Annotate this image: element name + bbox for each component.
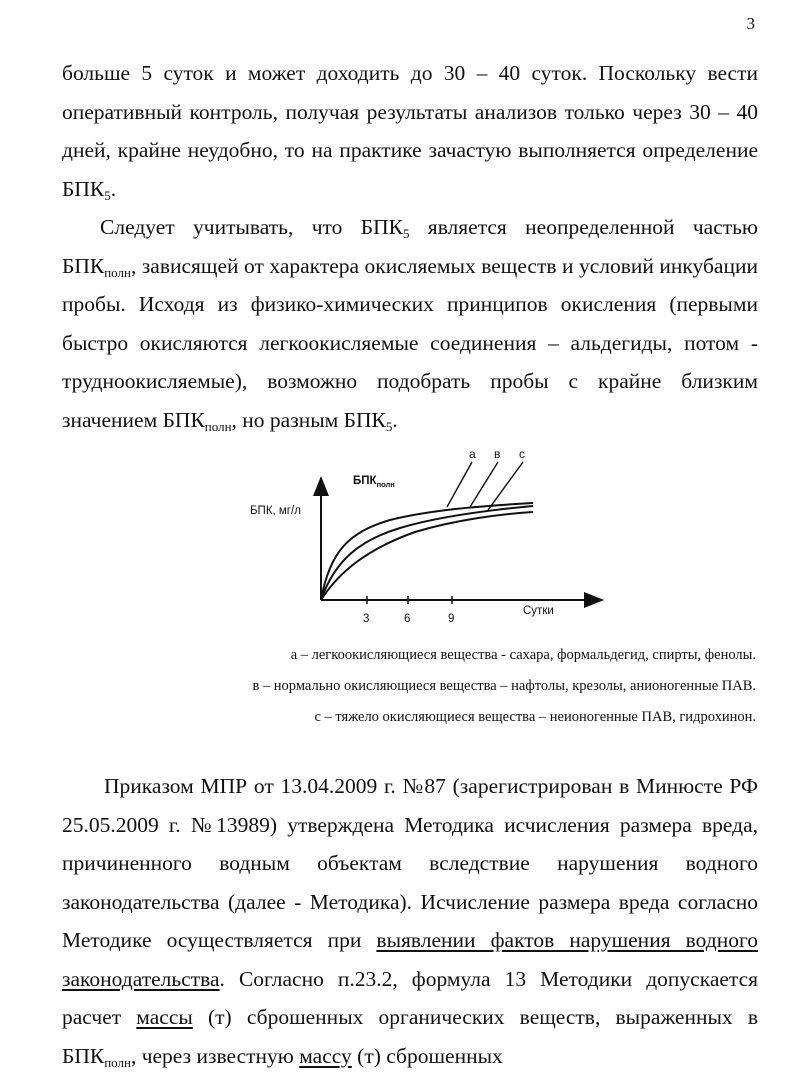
leader-a bbox=[447, 462, 472, 507]
underlined-word-mass-2: массу bbox=[299, 1043, 352, 1068]
bod-chart bbox=[240, 440, 610, 635]
x-axis-label: Сутки bbox=[523, 605, 554, 617]
paragraph-1 bbox=[62, 54, 758, 208]
paragraph-3-text: (т) сброшенных bbox=[351, 1043, 503, 1068]
underlined-word-mass: массы bbox=[136, 1005, 193, 1029]
paragraph-3-text: . Согласно п.23.2, формула 13 Методики допускается расчет bbox=[62, 966, 758, 1029]
paragraph-2 bbox=[62, 208, 758, 439]
subscript: 5 bbox=[104, 187, 111, 203]
paragraph-3-text: (т) сброшенных органических веществ, выраженных в БПК bbox=[62, 1005, 758, 1068]
y-axis-label: БПК, мг/л bbox=[250, 505, 301, 517]
underlined-phrase-violation-facts: выявлении фактов нарушения водного законодательства bbox=[62, 928, 758, 991]
series-b-label: в bbox=[494, 447, 501, 461]
page-number: 3 bbox=[746, 14, 755, 33]
chart-title bbox=[353, 475, 395, 489]
leader-b bbox=[470, 462, 498, 507]
paragraph-2-text: , но разным БПК bbox=[231, 407, 386, 432]
caption-a: а – легкоокисляющиеся вещества - сахара, формальдегид, спирты, фенолы. bbox=[290, 647, 756, 663]
chart-title-sub: полн bbox=[376, 480, 395, 489]
series-c-line bbox=[321, 512, 533, 600]
x-tick-label: 3 bbox=[363, 613, 370, 625]
x-tick-label: 9 bbox=[448, 613, 455, 625]
paragraph-2-text: . bbox=[392, 407, 398, 432]
paragraph-3-text: Приказом МПР от 13.04.2009 г. №87 (зарегистрирован в Минюсте РФ 25.05.2009 г. №13989) утверждена Методика исчисления размера вреда, причиненного водным объектам вследствие нарушения водного законодательства (далее - Методика). Исчисление размера вреда согласно Методике осуществляется при bbox=[62, 774, 758, 952]
paragraph-3 bbox=[62, 767, 758, 1075]
subscript: полн bbox=[104, 264, 131, 280]
paragraph-3-text: , через известную bbox=[130, 1043, 300, 1068]
paragraph-2-text: Следует учитывать, что БПК bbox=[100, 215, 403, 239]
paragraph-1-end: . bbox=[110, 176, 117, 201]
chart-title-main: БПК bbox=[353, 475, 377, 487]
subscript: полн bbox=[204, 418, 232, 434]
bod-chart-svg bbox=[240, 440, 610, 635]
paragraph-2-text: , зависящей от характера окисляемых веществ и условий инкубации пробы. Исходя из физико-химических принципов окисления (первыми быстро окисляются легкоокисляемые соединения – альдегиды, потом - трудноокисляемые), возможно подобрать пробы с крайне близким значением БПК bbox=[62, 253, 758, 432]
paragraph-2-text: является неопределенной частью БПК bbox=[62, 215, 758, 278]
series-a-label: а bbox=[469, 447, 476, 461]
caption-b: в – нормально окисляющиеся вещества – нафтолы, крезолы, анионогенные ПАВ. bbox=[252, 678, 756, 694]
x-tick-label: 6 bbox=[404, 613, 411, 625]
series-b-line bbox=[321, 506, 533, 600]
subscript: 5 bbox=[402, 226, 410, 241]
series-c-label: с bbox=[519, 447, 525, 461]
subscript: 5 bbox=[385, 418, 393, 434]
subscript: полн bbox=[104, 1054, 131, 1070]
caption-c: с – тяжело окисляющиеся вещества – неионогенные ПАВ, гидрохинон. bbox=[314, 709, 756, 725]
paragraph-1-text: больше 5 суток и может доходить до 30 – 40 суток. Поскольку вести оперативный контроль, получая результаты анализов только через 30 – 40 дней, крайне неудобно, то на практике зачастую выполняется определение БПК bbox=[62, 61, 758, 201]
